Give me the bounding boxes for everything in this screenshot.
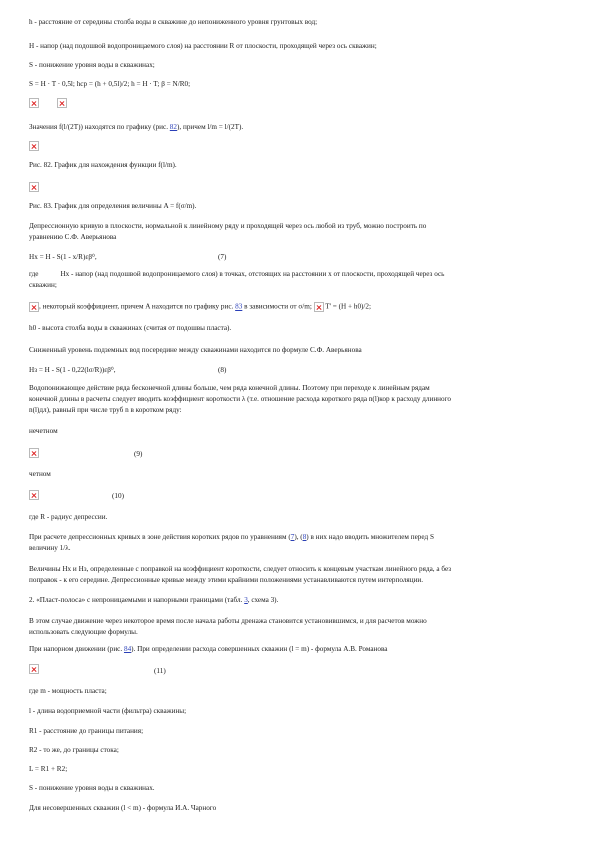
text-fragment: При напорном движении (рис. [29, 645, 124, 653]
text-line: Депрессионную кривую в плоскости, нормальной к линейному ряду и проходящей через ось любой из труб, можно построить по [29, 222, 427, 230]
broken-image-icon [29, 182, 39, 192]
equation-link[interactable]: 7 [290, 533, 295, 541]
equation-number: (8) [218, 366, 227, 374]
figure-caption: Рис. 83. График для определения величины A = f(σ/m). [29, 202, 197, 210]
equation-number: (10) [112, 492, 124, 500]
image-row [29, 141, 565, 151]
text-line: R2 - то же, до границы стока; [29, 746, 119, 754]
figure-link[interactable]: 84 [123, 645, 132, 653]
broken-image-icon [314, 302, 324, 312]
text-line [29, 123, 565, 132]
text-line: где m - мощность пласта; [29, 687, 107, 695]
text-line: Водопонижающее действие ряда бесконечной длины больше, чем ряда конечной длины. Поэтому при переходе к линейным рядам [29, 384, 430, 392]
text-line: l - длина водоприемной части (фильтра) скважины; [29, 707, 187, 715]
text-fragment: ). При определении расхода совершенных скважин (l = m) - формула А.В. Романова [131, 645, 388, 653]
broken-image-icon [29, 448, 39, 458]
broken-image-icon [29, 98, 39, 108]
text-line: нечетном [29, 427, 58, 435]
text-line: h0 - высота столба воды в скважинах (считая от подошвы пласта). [29, 324, 232, 332]
broken-image-icon [29, 302, 39, 312]
broken-image-icon [29, 490, 39, 500]
formula-line: Hз = H - S(1 - 0,22(lσ/R))εβ⁰, [29, 366, 116, 374]
text-line: четном [29, 470, 51, 478]
text-line: скважин; [29, 281, 57, 289]
table-link[interactable]: 3 [244, 596, 248, 604]
section-heading [29, 596, 565, 605]
text-line: уравнению С.Ф. Аверьянова [29, 233, 117, 241]
equation-number: (9) [134, 450, 143, 458]
text-line: конечной длины в расчеты следует вводить коэффициент короткости λ (т.е. отношение расхода короткого ряда n(l)кор к расходу длинного [29, 395, 451, 403]
text-fragment: Значения f(l/(2T)) находятся по графику (рис. [29, 123, 170, 131]
text-line: n(l)дл), равный при числе труб n в коротком ряду: [29, 406, 182, 414]
text-line [29, 533, 565, 542]
text-fragment: , схема 3). [247, 596, 279, 604]
formula-line: S = H · T · 0,5l; hср = (h + 0,5l)/2; h = H · T; β = N/R0; [29, 80, 191, 88]
formula-line: Hx = H - S(1 - x/R)εβ⁰, [29, 253, 97, 261]
broken-image-icon [29, 664, 39, 674]
text-line: величину 1/λ. [29, 544, 71, 552]
text-line: h - расстояние от середины столба воды в скважине до непониженного уровня грунтовых вод; [29, 18, 318, 26]
text-fragment: в зависимости от σ/m; [242, 302, 312, 311]
text-line [29, 302, 565, 312]
text-fragment: 2. «Пласт-полоса» с непроницаемыми и напорными границами (табл. [29, 596, 245, 604]
text-fragment: При расчете депрессионных кривых в зоне действия коротких рядов по уравнениям ( [29, 533, 291, 541]
text-fragment: T' = (H + h0)/2; [323, 302, 372, 311]
text-fragment: ), причем l/m = l/(2T). [176, 123, 244, 131]
image-row [29, 664, 565, 674]
equation-link[interactable]: 8 [302, 533, 307, 541]
broken-image-icon [57, 98, 67, 108]
text-line: R1 - расстояние до границы питания; [29, 727, 144, 735]
text-fragment: ) в них надо вводить множителем перед S [306, 533, 434, 541]
image-row [29, 182, 565, 192]
image-row [29, 448, 565, 458]
text-line [29, 270, 565, 279]
text-line: Сниженный уровень подземных вод посередине между скважинами находится по формуле С.Ф. Аверьянова [29, 346, 362, 354]
text-line: поправок - к его середине. Депрессионные кривые между этими крайними положениями устанавливаются путем интерполяции. [29, 576, 424, 584]
broken-image-icon [29, 141, 39, 151]
equation-number: (11) [154, 667, 166, 675]
image-row [29, 490, 565, 500]
text-line: В этом случае движение через некоторое время после начала работы дренажа становится установившимся, и для расчетов можно [29, 617, 427, 625]
image-row [29, 98, 565, 108]
text-fragment: ), ( [294, 533, 303, 541]
formula-line: L = R1 + R2; [29, 765, 68, 773]
text-fragment: где [29, 270, 39, 278]
text-line: Для несовершенных скважин (l < m) - формула И.А. Чарного [29, 804, 217, 812]
figure-link[interactable]: 82 [169, 123, 177, 131]
text-line: использовать следующие формулы. [29, 628, 138, 636]
equation-number: (7) [218, 253, 227, 261]
text-line: S - понижение уровня воды в скважинах; [29, 61, 155, 69]
figure-caption: Рис. 82. График для нахождения функции f(l/m). [29, 161, 177, 169]
text-fragment: Hx - напор (над подошвой водопроницаемого слоя) в точках, отстоящих на расстоянии x от плоскости, проходящей через ось [60, 270, 445, 278]
text-fragment: , некоторый коэффициент, причем A находится по графику рис. [39, 302, 236, 311]
text-line: где R - радиус депрессии. [29, 513, 108, 521]
text-line [29, 645, 565, 654]
figure-link[interactable]: 83 [235, 302, 243, 311]
text-line: H - напор (над подошвой водопроницаемого слоя) на расстоянии R от плоскости, проходящей через ось скважин; [29, 42, 377, 50]
text-line: Величины Hx и Hз, определенные с поправкой на коэффициент короткости, следует относить к концевым участкам линейного ряда, а без [29, 565, 452, 573]
text-line: S - понижение уровня воды в скважинах. [29, 784, 155, 792]
